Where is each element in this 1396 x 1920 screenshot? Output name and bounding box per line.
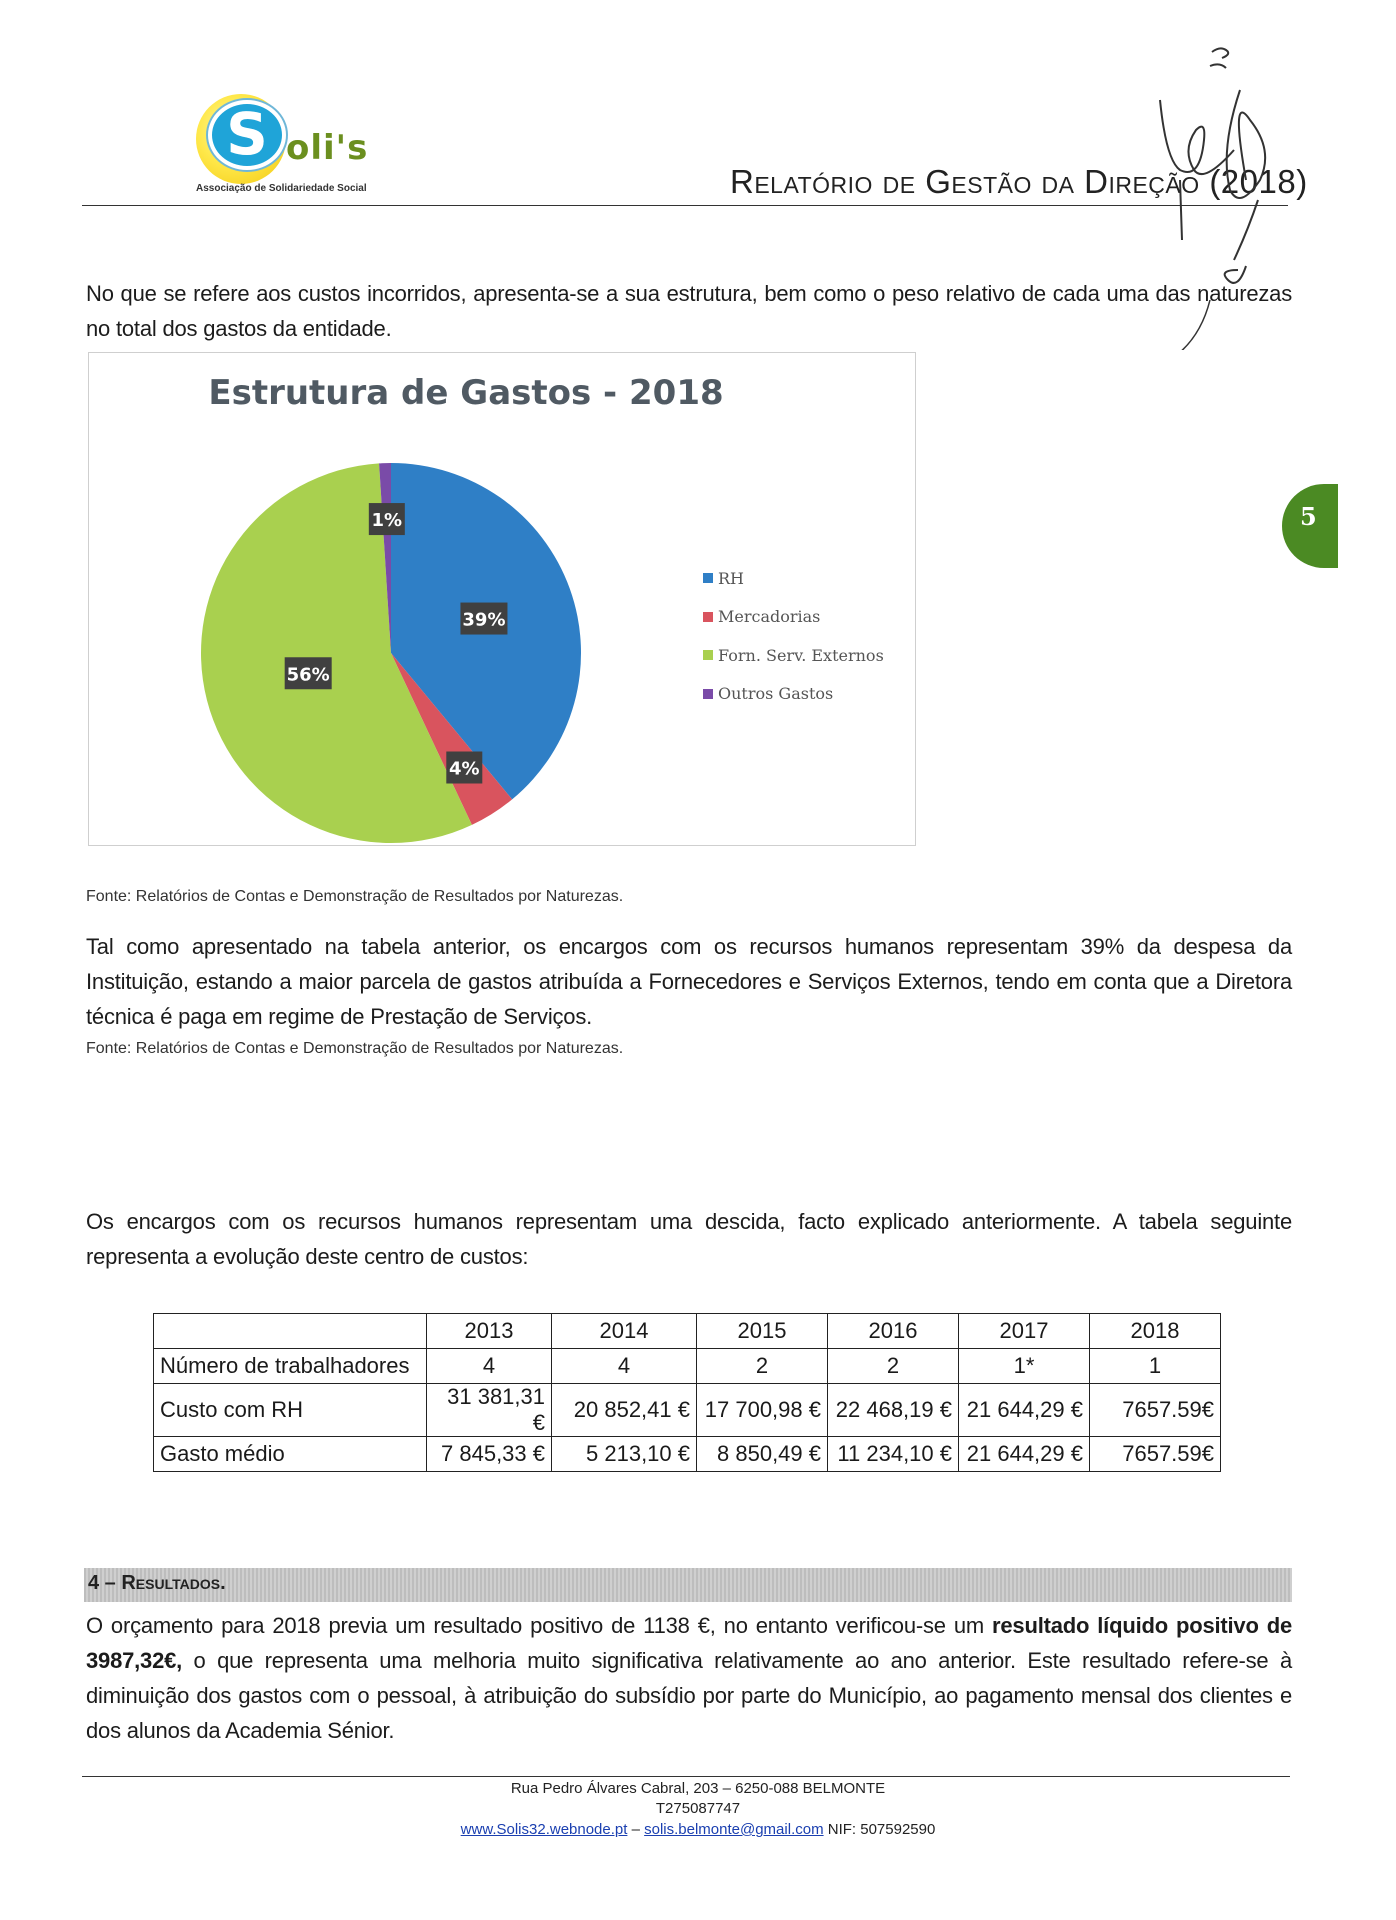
results-highlight: resultado líquido positivo de 3987,32€, [86,1613,1292,1673]
table-row [154,1384,1221,1437]
source-note: Fonte: Relatórios de Contas e Demonstração de Resultados por Naturezas. [86,888,624,905]
table-cell: 31 381,31 € [427,1384,552,1437]
pie-data-label [446,752,482,784]
page-header-title: Relatório de Gestão da Direção (2018) [730,163,1308,200]
section-heading-bar [84,1568,1292,1602]
logo-subtitle: Associação de Solidariedade Social [196,183,367,194]
legend-item-fse [703,636,884,675]
legend-label: Forn. Serv. Externos [718,645,884,665]
footer-website-link[interactable]: www.Solis32.webnode.pt [460,1821,628,1838]
table-cell: 2 [697,1349,828,1384]
table-cell: 2 [828,1349,959,1384]
table-header-row [154,1314,1221,1349]
legend-swatch [703,689,713,699]
section-heading: 4 – Resultados. [88,1572,226,1594]
analysis-paragraph: Tal como apresentado na tabela anterior, os encargos com os recursos humanos representam 39% da despesa da Instituição, estando a maior parcela de gastos atribuída a Fornecedores e Serviços Externos, tendo em conta que a Diretora técnica é paga em regime de Prestação de Serviços. [86,934,1292,1029]
table-cell: 21 644,29 € [959,1437,1090,1472]
chart-title: Estrutura de Gastos - 2018 [208,373,724,413]
logo-initial: S [208,100,286,170]
table-row [154,1349,1221,1384]
footer-separator: – [627,1821,645,1838]
table-year-header: 2013 [427,1314,552,1349]
table-row-label: Número de trabalhadores [154,1349,427,1384]
footer-email-link[interactable]: solis.belmonte@gmail.com [644,1821,824,1838]
legend-swatch [703,612,713,622]
footer-address: Rua Pedro Álvares Cabral, 203 – 6250-088 BELMONTE [510,1780,886,1797]
pie-data-label-text: 56% [286,664,330,686]
table-cell: 1 [1090,1349,1221,1384]
table-cell: 7657.59€ [1090,1384,1221,1437]
results-paragraph [86,1608,1292,1748]
table-cell: 22 468,19 € [828,1384,959,1437]
legend-label: Outros Gastos [718,684,834,704]
table-year-header: 2015 [697,1314,828,1349]
pie-data-label [369,503,405,535]
table-row-label: Custo com RH [154,1384,427,1437]
legend-item-outros [703,675,884,714]
footer-nif: NIF: 507592590 [823,1821,936,1838]
footer-divider [82,1776,1290,1777]
table-cell: 8 850,49 € [697,1437,828,1472]
legend-item-rh [703,559,884,598]
table-row-label: Gasto médio [154,1437,427,1472]
legend-swatch [703,573,713,583]
hr-cost-table [153,1313,1221,1472]
footer-contacts [0,1821,1396,1838]
table-year-header: 2016 [828,1314,959,1349]
table-cell: 17 700,98 € [697,1384,828,1437]
table-cell: 1* [959,1349,1090,1384]
table-cell: 5 213,10 € [552,1437,697,1472]
pie-data-label [460,603,507,635]
table-corner-cell [154,1314,427,1349]
table-cell: 7657.59€ [1090,1437,1221,1472]
results-text-start: O orçamento para 2018 previa um resultado positivo de 1138 €, no entanto verificou-se um [86,1613,993,1638]
table-year-header: 2018 [1090,1314,1221,1349]
table-row [154,1437,1221,1472]
footer-phone: T275087747 [655,1800,741,1817]
logo-name: oli's [286,128,369,168]
source-note: Fonte: Relatórios de Contas e Demonstração de Resultados por Naturezas. [86,1040,624,1057]
table-year-header: 2017 [959,1314,1090,1349]
table-cell: 20 852,41 € [552,1384,697,1437]
evolution-paragraph: Os encargos com os recursos humanos representam uma descida, facto explicado anteriormente. A tabela seguinte representa a evolução deste centro de custos: [86,1209,1292,1269]
table-cell: 4 [427,1349,552,1384]
legend-swatch [703,650,713,660]
legend-item-mercadorias [703,598,884,637]
legend-label: Mercadorias [718,607,821,627]
results-text-end: o que representa uma melhoria muito significativa relativamente ao ano anterior. Este resultado refere-se à diminuição dos gastos com o pessoal, à atribuição do subsídio por parte do Município, ao pagamento mensal dos clientes e dos alunos da Academia Sénior. [86,1648,1292,1743]
pie-chart-container [88,352,916,846]
pie-data-label [285,657,332,689]
legend-label: RH [718,568,744,588]
header-divider [82,205,1288,206]
pie-data-label-text: 39% [462,609,506,631]
table-cell: 7 845,33 € [427,1437,552,1472]
table-cell: 21 644,29 € [959,1384,1090,1437]
table-cell: 11 234,10 € [828,1437,959,1472]
pie-data-label-text: 1% [371,510,403,532]
chart-legend [703,559,884,713]
intro-paragraph: No que se refere aos custos incorridos, apresenta-se a sua estrutura, bem como o peso relativo de cada uma das naturezas no total dos gastos da entidade. [86,281,1292,341]
table-cell: 4 [552,1349,697,1384]
page-number-tab: 5 [1282,484,1338,568]
pie-data-label-text: 4% [449,758,480,780]
table-year-header: 2014 [552,1314,697,1349]
